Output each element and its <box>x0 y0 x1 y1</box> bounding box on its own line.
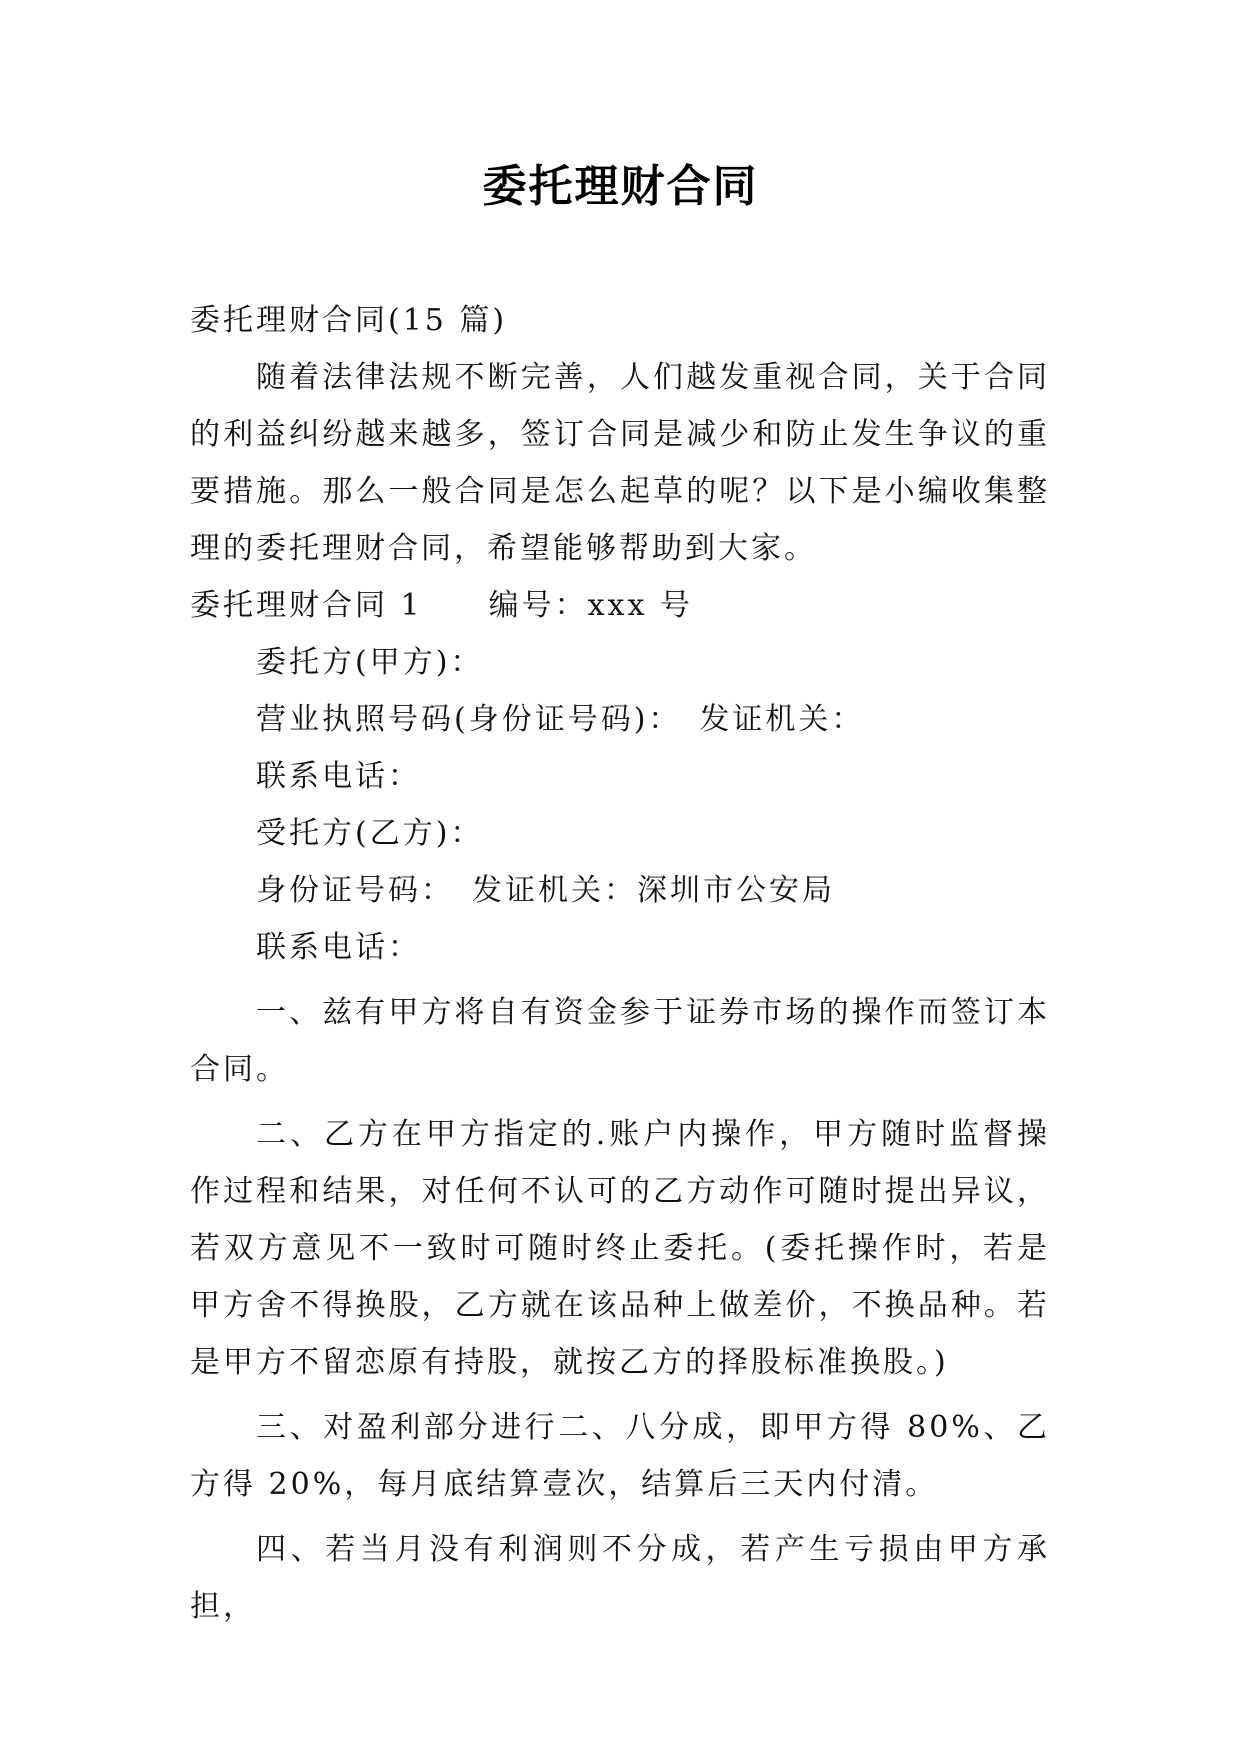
id-number-field: 身份证号码： 发证机关：深圳市公安局 <box>256 873 835 908</box>
intro-paragraph: 随着法律法规不断完善，人们越发重视合同，关于合同的利益纠纷越来越多，签订合同是减少和防止发生争议的重要措施。那么一般合同是怎么起草的呢？以下是小编收集整理的委托理财合同，希望能够帮助到大家。 <box>190 360 1050 566</box>
clause-1: 一、兹有甲方将自有资金参于证券市场的操作而签订本合同。 <box>190 995 1050 1087</box>
clause-2: 二、乙方在甲方指定的.账户内操作，甲方随时监督操作过程和结果，对任何不认可的乙方动作可随时提出异议，若双方意见不一致时可随时终止委托。(委托操作时，若是甲方舍不得换股，乙方就在该品种上做差价，不换品种。若是甲方不留恋原有持股，就按乙方的择股标准换股。) <box>190 1117 1050 1380</box>
section-heading: 委托理财合同 1 编号：xxx 号 <box>190 588 693 623</box>
clause-4: 四、若当月没有利润则不分成，若产生亏损由甲方承担， <box>190 1532 1050 1624</box>
party-b-field: 受托方(乙方)： <box>256 816 484 851</box>
license-number-field: 营业执照号码(身份证号码)： 发证机关： <box>256 702 865 737</box>
clause-3: 三、对盈利部分进行二、八分成，即甲方得 80%、乙方得 20%，每月底结算壹次，结算后三天内付清。 <box>190 1410 1050 1502</box>
document-subtitle: 委托理财合同(15 篇) <box>190 303 508 338</box>
document-body <box>190 292 1050 1635</box>
party-b-phone-field: 联系电话： <box>256 930 421 965</box>
document-title: 委托理财合同 <box>482 161 759 212</box>
party-a-field: 委托方(甲方)： <box>256 645 484 680</box>
party-a-phone-field: 联系电话： <box>256 759 421 794</box>
